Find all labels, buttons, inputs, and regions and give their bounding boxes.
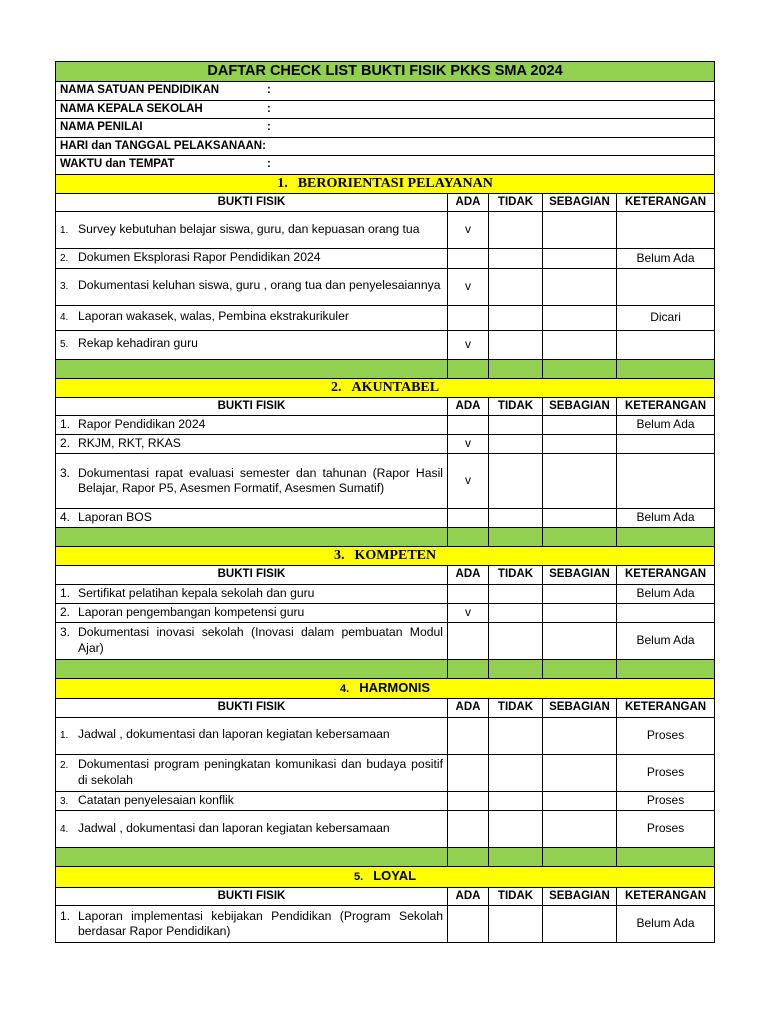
table-row [56, 811, 715, 848]
cell-sebagian [543, 268, 617, 305]
cell-ada [448, 249, 489, 269]
cell-sebagian [543, 416, 617, 435]
cell-sebagian [543, 811, 617, 848]
cell-ada: v [448, 212, 489, 249]
col-header-bukti: BUKTI FISIK [56, 699, 448, 718]
cell-ada [448, 584, 489, 603]
col-header-bukti: BUKTI FISIK [56, 566, 448, 585]
cell-keterangan [617, 435, 715, 454]
section-spacer [56, 528, 715, 547]
item-text: 2. Dokumen Eksplorasi Rapor Pendidikan 2024 [56, 249, 448, 269]
info-waktu-tempat: WAKTU dan TEMPAT : [56, 156, 715, 175]
cell-ada [448, 717, 489, 754]
item-text: 5. Rekap kehadiran guru [56, 330, 448, 359]
cell-ada [448, 509, 489, 528]
cell-sebagian [543, 509, 617, 528]
table-row [56, 305, 715, 330]
cell-keterangan [617, 603, 715, 622]
table-row [56, 584, 715, 603]
cell-ada [448, 811, 489, 848]
cell-tidak [489, 584, 543, 603]
cell-tidak [489, 906, 543, 943]
cell-sebagian [543, 330, 617, 359]
cell-keterangan: Proses [617, 754, 715, 791]
cell-sebagian [543, 791, 617, 811]
col-header-bukti: BUKTI FISIK [56, 193, 448, 212]
col-header-keterangan: KETERANGAN [617, 566, 715, 585]
section-spacer [56, 359, 715, 378]
col-header-tidak: TIDAK [489, 193, 543, 212]
cell-keterangan [617, 454, 715, 509]
cell-sebagian [543, 906, 617, 943]
cell-sebagian [543, 754, 617, 791]
col-header-ada: ADA [448, 566, 489, 585]
col-header-sebagian: SEBAGIAN [543, 193, 617, 212]
col-header-tidak: TIDAK [489, 566, 543, 585]
cell-sebagian [543, 212, 617, 249]
cell-keterangan: Belum Ada [617, 249, 715, 269]
section-title: 3. KOMPETEN [56, 547, 715, 566]
table-row [56, 791, 715, 811]
item-text: 4. Jadwal , dokumentasi dan laporan kegiatan kebersamaan [56, 811, 448, 848]
cell-tidak [489, 454, 543, 509]
cell-keterangan: Belum Ada [617, 584, 715, 603]
cell-ada [448, 791, 489, 811]
table-row [56, 717, 715, 754]
cell-sebagian [543, 305, 617, 330]
table-row [56, 454, 715, 509]
info-penilai: NAMA PENILAI : [56, 119, 715, 138]
item-text: 2. Dokumentasi program peningkatan komunikasi dan budaya positif di sekolah [56, 754, 448, 791]
table-row [56, 330, 715, 359]
table-row [56, 249, 715, 269]
item-text: 1. Jadwal , dokumentasi dan laporan kegiatan kebersamaan [56, 717, 448, 754]
cell-keterangan [617, 268, 715, 305]
table-row [56, 906, 715, 943]
cell-sebagian [543, 584, 617, 603]
col-header-sebagian: SEBAGIAN [543, 887, 617, 906]
table-row [56, 509, 715, 528]
col-header-keterangan: KETERANGAN [617, 887, 715, 906]
cell-ada [448, 754, 489, 791]
cell-keterangan: Belum Ada [617, 416, 715, 435]
cell-tidak [489, 416, 543, 435]
item-text: 3. Dokumentasi keluhan siswa, guru , orang tua dan penyelesaiannya [56, 268, 448, 305]
table-row [56, 603, 715, 622]
cell-keterangan [617, 212, 715, 249]
item-text: 2. RKJM, RKT, RKAS [56, 435, 448, 454]
cell-keterangan: Dicari [617, 305, 715, 330]
cell-keterangan: Proses [617, 811, 715, 848]
col-header-keterangan: KETERANGAN [617, 699, 715, 718]
cell-sebagian [543, 454, 617, 509]
col-header-sebagian: SEBAGIAN [543, 699, 617, 718]
table-row [56, 212, 715, 249]
section-title: 2. AKUNTABEL [56, 378, 715, 397]
col-header-ada: ADA [448, 699, 489, 718]
section-spacer [56, 848, 715, 867]
col-header-tidak: TIDAK [489, 887, 543, 906]
cell-ada: v [448, 268, 489, 305]
table-row [56, 268, 715, 305]
cell-ada: v [448, 330, 489, 359]
cell-keterangan: Belum Ada [617, 509, 715, 528]
col-header-tidak: TIDAK [489, 397, 543, 416]
info-satuan-pendidikan: NAMA SATUAN PENDIDIKAN : [56, 82, 715, 101]
cell-tidak [489, 622, 543, 659]
col-header-ada: ADA [448, 887, 489, 906]
table-row [56, 416, 715, 435]
col-header-keterangan: KETERANGAN [617, 397, 715, 416]
cell-tidak [489, 791, 543, 811]
cell-ada: v [448, 435, 489, 454]
cell-tidak [489, 330, 543, 359]
item-text: 1. Rapor Pendidikan 2024 [56, 416, 448, 435]
section-spacer [56, 659, 715, 678]
cell-sebagian [543, 435, 617, 454]
cell-ada: v [448, 454, 489, 509]
info-kepala-sekolah: NAMA KEPALA SEKOLAH : [56, 100, 715, 119]
item-text: 3. Dokumentasi inovasi sekolah (Inovasi dalam pembuatan Modul Ajar) [56, 622, 448, 659]
cell-tidak [489, 509, 543, 528]
col-header-ada: ADA [448, 193, 489, 212]
col-header-tidak: TIDAK [489, 699, 543, 718]
cell-tidak [489, 212, 543, 249]
cell-sebagian [543, 603, 617, 622]
table-row [56, 754, 715, 791]
section-title: 4. HARMONIS [56, 678, 715, 699]
cell-tidak [489, 754, 543, 791]
col-header-bukti: BUKTI FISIK [56, 887, 448, 906]
col-header-sebagian: SEBAGIAN [543, 397, 617, 416]
cell-ada: v [448, 603, 489, 622]
cell-tidak [489, 603, 543, 622]
col-header-sebagian: SEBAGIAN [543, 566, 617, 585]
cell-tidak [489, 435, 543, 454]
item-text: 1. Laporan implementasi kebijakan Pendidikan (Program Sekolah berdasar Rapor Pendidikan) [56, 906, 448, 943]
table-row [56, 622, 715, 659]
col-header-ada: ADA [448, 397, 489, 416]
item-text: 4. Laporan BOS [56, 509, 448, 528]
cell-tidak [489, 811, 543, 848]
col-header-bukti: BUKTI FISIK [56, 397, 448, 416]
item-text: 3. Catatan penyelesaian konflik [56, 791, 448, 811]
info-hari-tanggal: HARI dan TANGGAL PELAKSANAAN: [56, 137, 715, 156]
cell-ada [448, 305, 489, 330]
cell-tidak [489, 268, 543, 305]
cell-sebagian [543, 717, 617, 754]
cell-tidak [489, 305, 543, 330]
cell-ada [448, 622, 489, 659]
cell-tidak [489, 249, 543, 269]
cell-sebagian [543, 622, 617, 659]
item-text: 1. Sertifikat pelatihan kepala sekolah dan guru [56, 584, 448, 603]
checklist-table [55, 61, 715, 943]
section-title: 1. BERORIENTASI PELAYANAN [56, 174, 715, 193]
cell-ada [448, 906, 489, 943]
cell-keterangan: Proses [617, 791, 715, 811]
item-text: 4. Laporan wakasek, walas, Pembina ekstrakurikuler [56, 305, 448, 330]
document-title: DAFTAR CHECK LIST BUKTI FISIK PKKS SMA 2024 [56, 62, 715, 82]
section-title: 5. LOYAL [56, 867, 715, 888]
col-header-keterangan: KETERANGAN [617, 193, 715, 212]
cell-tidak [489, 717, 543, 754]
cell-keterangan: Belum Ada [617, 906, 715, 943]
item-text: 2. Laporan pengembangan kompetensi guru [56, 603, 448, 622]
item-text: 3. Dokumentasi rapat evaluasi semester dan tahunan (Rapor Hasil Belajar, Rapor P5, Asesmen Formatif, Asesmen Sumatif) [56, 454, 448, 509]
cell-sebagian [543, 249, 617, 269]
cell-ada [448, 416, 489, 435]
cell-keterangan: Proses [617, 717, 715, 754]
item-text: 1. Survey kebutuhan belajar siswa, guru, dan kepuasan orang tua [56, 212, 448, 249]
table-row [56, 435, 715, 454]
cell-keterangan [617, 330, 715, 359]
cell-keterangan: Belum Ada [617, 622, 715, 659]
